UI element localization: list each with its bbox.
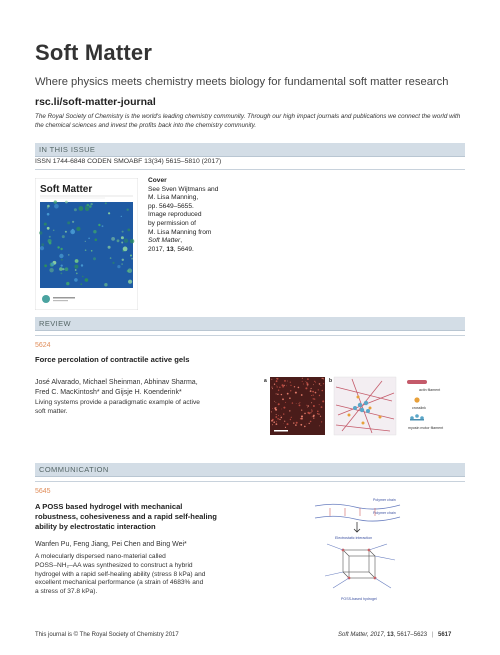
crosslink-icon bbox=[414, 397, 419, 402]
cover-cell bbox=[68, 254, 69, 255]
network-speck bbox=[321, 421, 322, 422]
review-band bbox=[35, 317, 465, 331]
network-speck bbox=[276, 378, 277, 379]
network-speck bbox=[283, 413, 284, 414]
network-speck bbox=[290, 382, 291, 383]
cover-cell bbox=[49, 236, 51, 238]
network-speck bbox=[278, 415, 279, 416]
network-speck bbox=[289, 410, 290, 411]
divider bbox=[35, 169, 465, 170]
footer-page-number: 5617 bbox=[438, 632, 452, 638]
cover-cell bbox=[98, 224, 100, 226]
footer-citation bbox=[338, 632, 451, 638]
network-speck bbox=[274, 401, 275, 402]
cover-cell bbox=[39, 231, 42, 234]
in-this-issue-label: IN THIS ISSUE bbox=[39, 145, 96, 154]
network-speck bbox=[314, 381, 315, 382]
cover-cell bbox=[74, 278, 78, 282]
cover-journal-title: Soft Matter bbox=[40, 184, 93, 195]
cover-cell bbox=[93, 257, 96, 260]
cover-cell bbox=[79, 206, 84, 211]
communication-abstract-line: POSS–NH₂–AA was synthesized to construct a hybrid bbox=[35, 561, 193, 569]
network-speck bbox=[305, 387, 307, 389]
cover-cell bbox=[72, 221, 74, 223]
network-speck bbox=[310, 390, 312, 392]
cover-cell bbox=[131, 258, 133, 260]
review-fig-label-b: b bbox=[329, 378, 333, 384]
network-speck bbox=[281, 409, 282, 410]
review-label: REVIEW bbox=[39, 319, 71, 328]
footer-copyright: This journal is © The Royal Society of Chemistry 2017 bbox=[35, 632, 179, 638]
network-speck bbox=[271, 420, 273, 422]
cover-cell bbox=[90, 203, 92, 205]
network-speck bbox=[313, 384, 314, 385]
cover-cell bbox=[47, 207, 49, 209]
cover-cell bbox=[67, 221, 70, 224]
network-speck bbox=[322, 390, 324, 392]
review-abstract-line: Living systems provide a paradigmatic example of active bbox=[35, 399, 200, 406]
network-speck bbox=[317, 411, 319, 413]
cover-cell bbox=[75, 269, 77, 271]
communication-abstract-line: A molecularly dispersed nano-material called bbox=[35, 553, 166, 560]
cover-logo-icon bbox=[42, 295, 50, 303]
network-speck bbox=[276, 421, 277, 422]
cover-cell bbox=[75, 259, 79, 263]
network-speck bbox=[282, 398, 284, 400]
cover-cell bbox=[76, 227, 80, 231]
network-speck bbox=[290, 390, 291, 391]
cover-cell bbox=[128, 268, 133, 273]
cover-cell bbox=[111, 237, 115, 241]
network-speck bbox=[277, 418, 279, 420]
cover-caption-line: Image reproduced bbox=[148, 211, 202, 219]
network-speck bbox=[274, 384, 275, 385]
network-speck bbox=[315, 382, 316, 383]
cover-cell bbox=[40, 246, 44, 250]
journal-tagline: Where physics meets chemistry meets biology for fundamental soft matter research bbox=[35, 76, 449, 88]
cover-cell bbox=[85, 278, 89, 282]
cover-cell bbox=[85, 205, 87, 207]
cover-cell bbox=[89, 205, 92, 208]
network-speck bbox=[300, 424, 302, 426]
cover-cell bbox=[110, 257, 112, 259]
network-speck bbox=[301, 394, 303, 396]
network-speck bbox=[272, 424, 273, 425]
cover-cell bbox=[47, 227, 50, 230]
cover-cell bbox=[93, 230, 96, 233]
network-speck bbox=[286, 385, 287, 386]
network-speck bbox=[271, 379, 272, 380]
network-speck bbox=[276, 380, 278, 382]
cover-cell bbox=[124, 239, 128, 243]
network-speck bbox=[309, 423, 310, 424]
cover-cell bbox=[108, 212, 110, 214]
cover-cell bbox=[62, 235, 65, 238]
review-authors bbox=[35, 378, 198, 397]
network-speck bbox=[278, 390, 279, 391]
cover-cell bbox=[44, 264, 47, 267]
network-speck bbox=[310, 389, 311, 390]
polymer-chain-label-2: Polymer chain bbox=[373, 511, 396, 515]
network-speck bbox=[323, 383, 324, 384]
network-speck bbox=[314, 398, 315, 399]
cover-cell bbox=[88, 238, 90, 240]
network-speck bbox=[322, 400, 324, 402]
communication-graphical-abstract[interactable] bbox=[305, 492, 415, 612]
footer-citation-journal: Soft Matter, 2017, bbox=[338, 632, 388, 638]
network-speck bbox=[295, 424, 297, 426]
network-speck bbox=[285, 402, 286, 403]
network-speck bbox=[307, 378, 309, 380]
network-speck bbox=[319, 404, 320, 405]
communication-abstract-line: excellent mechanical performance (a strain of 4683% and bbox=[35, 579, 204, 587]
cover-cell bbox=[60, 248, 62, 250]
cover-caption-volume: 13 bbox=[166, 245, 174, 253]
footer-separator: | bbox=[431, 632, 434, 638]
cover-cell bbox=[74, 265, 78, 269]
network-speck bbox=[307, 383, 309, 385]
cover-cell bbox=[49, 268, 53, 272]
electrostatic-label: Electrostatic interaction bbox=[335, 536, 373, 540]
network-speck bbox=[311, 402, 312, 403]
network-speck bbox=[294, 386, 295, 387]
network-speck bbox=[323, 378, 324, 379]
hydrogel-label: POSS-based hydrogel bbox=[341, 597, 377, 601]
network-speck bbox=[310, 421, 312, 423]
network-speck bbox=[302, 378, 303, 379]
cover-cell bbox=[121, 236, 124, 239]
network-speck bbox=[296, 422, 298, 424]
cover-cell bbox=[59, 267, 63, 271]
cover-cell bbox=[54, 204, 59, 209]
network-speck bbox=[313, 395, 314, 396]
legend-crosslink: crosslink bbox=[412, 406, 426, 410]
network-speck bbox=[315, 392, 316, 393]
network-speck bbox=[281, 417, 283, 419]
cover-cell bbox=[112, 262, 114, 264]
issn-line: ISSN 1744-6848 CODEN SMOABF 13(34) 5615–5810 (2017) bbox=[35, 158, 222, 165]
network-speck bbox=[313, 398, 314, 399]
cover-cell bbox=[102, 225, 104, 227]
network-speck bbox=[311, 395, 312, 396]
network-speck bbox=[311, 412, 312, 413]
cover-cell bbox=[130, 255, 132, 257]
network-speck bbox=[301, 410, 302, 411]
journal-title: Soft Matter bbox=[35, 40, 153, 65]
cover-cell bbox=[65, 267, 69, 271]
cover-caption bbox=[148, 177, 243, 254]
network-speck bbox=[308, 412, 310, 414]
network-speck bbox=[303, 384, 304, 385]
footer-citation-volume: 13 bbox=[387, 632, 394, 638]
network-speck bbox=[272, 387, 273, 388]
network-speck bbox=[312, 391, 314, 393]
cover-caption-page: , 5649. bbox=[173, 245, 194, 253]
network-speck bbox=[279, 387, 280, 388]
cover-cell bbox=[41, 243, 44, 246]
cover-cell bbox=[61, 265, 63, 267]
review-abstract bbox=[35, 399, 200, 417]
network-speck bbox=[311, 410, 313, 412]
cover-cell bbox=[130, 239, 134, 243]
network-speck bbox=[276, 393, 277, 394]
cover-caption-line: M. Lisa Manning, bbox=[148, 194, 199, 202]
rsc-blurb: The Royal Society of Chemistry is the world's leading chemistry community. Through our high impact journals and publications we connect the world with the chemical sciences and invest the profits back into the chemistry community. bbox=[35, 113, 461, 129]
poss-nodes bbox=[342, 549, 377, 580]
in-this-issue-band bbox=[35, 143, 465, 157]
network-speck bbox=[313, 416, 314, 417]
cover-cell bbox=[108, 246, 111, 249]
network-speck bbox=[306, 381, 307, 382]
review-fig-panel-b bbox=[334, 377, 396, 435]
network-speck bbox=[311, 388, 312, 389]
network-speck bbox=[272, 388, 273, 389]
cover-cell bbox=[117, 239, 120, 242]
network-speck bbox=[313, 418, 314, 419]
review-title[interactable]: Force percolation of contractile active gels bbox=[35, 355, 190, 364]
cover-cell bbox=[122, 259, 124, 261]
network-speck bbox=[299, 402, 300, 403]
cover-caption-punct: , bbox=[180, 237, 183, 245]
network-speck bbox=[276, 423, 278, 425]
cover-cell bbox=[82, 276, 84, 278]
network-speck bbox=[304, 413, 306, 415]
network-speck bbox=[284, 380, 286, 382]
network-speck bbox=[290, 419, 291, 420]
cover-cell bbox=[104, 283, 107, 286]
network-speck bbox=[319, 426, 320, 427]
network-speck bbox=[277, 378, 279, 380]
review-abstract-line: soft matter. bbox=[35, 407, 68, 415]
cover-cell bbox=[121, 263, 122, 264]
network-speck bbox=[287, 393, 289, 395]
network-speck bbox=[313, 405, 315, 407]
communication-authors: Wanfen Pu, Feng Jiang, Pei Chen and Bing Wei* bbox=[35, 541, 187, 548]
cover-cell bbox=[95, 239, 98, 242]
network-speck bbox=[279, 419, 280, 420]
network-speck bbox=[276, 402, 277, 403]
cover-cell bbox=[74, 208, 77, 211]
cover-image[interactable] bbox=[35, 178, 138, 310]
network-speck bbox=[302, 381, 303, 382]
cover-cell bbox=[53, 230, 55, 232]
cover-cell bbox=[65, 231, 67, 233]
network-speck bbox=[296, 403, 297, 404]
review-authors-line: Fred C. MacKintosh* and Gijsje H. Koenderink* bbox=[35, 388, 182, 396]
network-speck bbox=[299, 403, 300, 404]
network-speck bbox=[277, 394, 278, 395]
down-arrow-icon bbox=[354, 522, 360, 532]
network-speck bbox=[319, 395, 320, 396]
network-speck bbox=[298, 387, 300, 389]
cover-caption-line: M. Lisa Manning from bbox=[148, 228, 212, 236]
cover-cell bbox=[44, 223, 47, 226]
cover-cell bbox=[128, 280, 132, 284]
network-speck bbox=[318, 414, 319, 415]
cover-cell bbox=[105, 202, 107, 204]
cover-cell bbox=[121, 216, 122, 217]
cover-cell bbox=[59, 254, 63, 258]
cover-cell bbox=[127, 209, 129, 211]
communication-abstract bbox=[35, 553, 205, 597]
network-speck bbox=[304, 426, 306, 428]
communication-title[interactable] bbox=[35, 502, 217, 532]
network-speck bbox=[287, 423, 289, 425]
network-speck bbox=[321, 406, 323, 408]
cover-caption-line: See Sven Wijtmans and bbox=[148, 185, 219, 193]
network-speck bbox=[283, 407, 285, 409]
network-speck bbox=[295, 392, 297, 394]
communication-page-number[interactable]: 5645 bbox=[35, 488, 51, 495]
network-speck bbox=[275, 409, 277, 411]
cover-cell bbox=[66, 282, 69, 285]
cover-cell bbox=[122, 231, 124, 233]
cover-caption-year: 2017, bbox=[148, 245, 167, 253]
cover-cell bbox=[121, 242, 123, 244]
network-speck bbox=[306, 405, 307, 406]
network-speck bbox=[311, 409, 312, 410]
cover-heading: Cover bbox=[148, 177, 167, 184]
network-speck bbox=[307, 405, 309, 407]
cover-cell bbox=[85, 249, 87, 251]
network-speck bbox=[301, 416, 303, 418]
network-speck bbox=[290, 385, 291, 386]
network-speck bbox=[322, 378, 323, 379]
cover-cell bbox=[127, 229, 130, 232]
network-speck bbox=[284, 386, 285, 387]
cover-cell bbox=[117, 265, 120, 268]
cover-cell bbox=[122, 250, 124, 252]
communication-label: COMMUNICATION bbox=[39, 465, 109, 474]
communication-title-line: robustness, cohesiveness and a rapid self-healing bbox=[35, 512, 217, 521]
network-speck bbox=[307, 407, 308, 408]
cover-cell bbox=[85, 241, 86, 242]
network-speck bbox=[276, 414, 277, 415]
network-speck bbox=[281, 394, 282, 395]
communication-band bbox=[35, 463, 465, 477]
legend-actin: actin filament bbox=[419, 388, 441, 392]
network-speck bbox=[275, 416, 277, 418]
network-speck bbox=[301, 418, 303, 420]
network-speck bbox=[271, 411, 272, 412]
cover-cell bbox=[57, 246, 59, 248]
network-speck bbox=[284, 421, 285, 422]
cover-cell bbox=[48, 239, 52, 243]
communication-abstract-line: hydrogel with a rapid self-healing ability (stress 8 kPa) and bbox=[35, 570, 206, 578]
network-speck bbox=[287, 381, 288, 382]
network-speck bbox=[318, 389, 319, 390]
cover-cell bbox=[65, 201, 68, 204]
network-speck bbox=[299, 405, 301, 407]
actin-filament-icon bbox=[407, 380, 427, 384]
network-speck bbox=[278, 403, 280, 405]
cover-caption-journal: Soft Matter bbox=[148, 237, 181, 245]
network-speck bbox=[277, 386, 278, 387]
divider bbox=[35, 481, 465, 482]
communication-title-line: A POSS based hydrogel with mechanical bbox=[35, 502, 183, 511]
divider bbox=[35, 335, 465, 336]
cover-cell bbox=[70, 229, 75, 234]
legend-myosin: myosin motor filament bbox=[408, 426, 444, 430]
network-speck bbox=[306, 424, 307, 425]
network-speck bbox=[272, 408, 273, 409]
network-speck bbox=[273, 421, 275, 423]
poss-arms bbox=[325, 544, 395, 588]
cover-cell bbox=[91, 250, 93, 252]
cover-cell bbox=[54, 200, 57, 203]
cover-cell bbox=[47, 205, 50, 208]
journal-url[interactable]: rsc.li/soft-matter-journal bbox=[35, 96, 156, 108]
network-speck bbox=[319, 383, 321, 385]
cover-cell bbox=[61, 273, 63, 275]
review-fig-panel-a bbox=[270, 377, 325, 435]
cover-cell bbox=[61, 259, 63, 261]
polymer-chain-label-1: Polymer chain bbox=[373, 498, 396, 502]
network-speck bbox=[291, 417, 292, 418]
network-speck bbox=[317, 413, 318, 414]
cover-cell bbox=[76, 273, 78, 275]
myosin-motor-icon bbox=[410, 414, 424, 420]
network-speck bbox=[282, 384, 284, 386]
cover-cell bbox=[81, 264, 83, 266]
cover-caption-line: pp. 5649–5655. bbox=[148, 202, 194, 210]
communication-title-line: ability by electrostatic interaction bbox=[35, 522, 156, 531]
network-speck bbox=[320, 385, 321, 386]
network-speck bbox=[276, 386, 277, 387]
poss-cage-icon bbox=[343, 550, 375, 578]
network-speck bbox=[320, 416, 321, 417]
review-fig-label-a: a bbox=[264, 378, 267, 384]
review-page-number[interactable]: 5624 bbox=[35, 342, 51, 349]
review-graphical-abstract[interactable] bbox=[262, 375, 465, 437]
network-speck bbox=[285, 427, 286, 428]
communication-abstract-line: a stress of 37.8 kPa). bbox=[35, 588, 98, 596]
network-speck bbox=[292, 402, 293, 403]
network-speck bbox=[312, 417, 313, 418]
cover-cell bbox=[87, 204, 90, 207]
cover-cell bbox=[80, 283, 82, 285]
review-authors-line: José Alvarado, Michael Sheinman, Abhinav Sharma, bbox=[35, 379, 198, 386]
footer-citation-pages: , 5617–5623 bbox=[393, 632, 428, 638]
cover-caption-line: by permission of bbox=[148, 219, 197, 227]
network-speck bbox=[283, 423, 284, 424]
network-speck bbox=[284, 385, 285, 386]
network-speck bbox=[281, 415, 282, 416]
cover-cell bbox=[47, 213, 50, 216]
cover-cell bbox=[51, 263, 54, 266]
network-speck bbox=[293, 422, 294, 423]
network-speck bbox=[307, 387, 308, 388]
network-speck bbox=[289, 397, 291, 399]
